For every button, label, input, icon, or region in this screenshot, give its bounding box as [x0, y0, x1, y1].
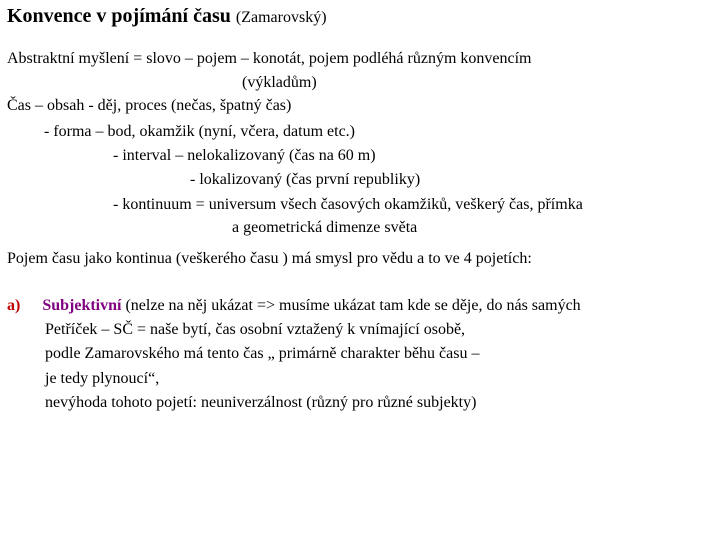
- text-line-6: - lokalizovaný (čas první republiky): [190, 171, 421, 188]
- text-line-2: (výkladům): [242, 74, 317, 91]
- text-line-3: Čas – obsah - děj, proces (nečas, špatný čas): [7, 97, 292, 114]
- point-a-line-4: je tedy plynoucí“,: [45, 370, 160, 387]
- text-line-8: a geometrická dimenze světa: [232, 219, 418, 236]
- point-a-line-5: nevýhoda tohoto pojetí: neuniverzálnost (různý pro různé subjekty): [45, 394, 477, 411]
- point-a-rest: (nelze na něj ukázat => musíme ukázat tam kde se děje, do nás samých: [125, 297, 581, 314]
- text-line-1: Abstraktní myšlení = slovo – pojem – konotát, pojem podléhá různým konvencím: [7, 50, 532, 67]
- text-line-5: - interval – nelokalizovaný (čas na 60 m): [113, 147, 376, 164]
- title-main: Konvence v pojímání času: [7, 5, 231, 27]
- title-sub: (Zamarovský): [235, 9, 327, 26]
- point-a-line-3: podle Zamarovského má tento čas „ primárně charakter běhu času –: [45, 345, 480, 362]
- text-line-7: - kontinuum = universum všech časových okamžiků, veškerý čas, přímka: [113, 196, 583, 213]
- slide-title: [7, 6, 327, 26]
- point-a-term: Subjektivní: [42, 297, 122, 314]
- point-a-marker: a): [7, 297, 21, 314]
- text-line-4: - forma – bod, okamžik (nyní, včera, datum etc.): [44, 123, 355, 140]
- point-a-line: [7, 298, 581, 314]
- continuum-line: Pojem času jako kontinua (veškerého času ) má smysl pro vědu a to ve 4 pojetích:: [7, 250, 532, 267]
- point-a-line-2: Petříček – SČ = naše bytí, čas osobní vztažený k vnímající osobě,: [45, 321, 466, 338]
